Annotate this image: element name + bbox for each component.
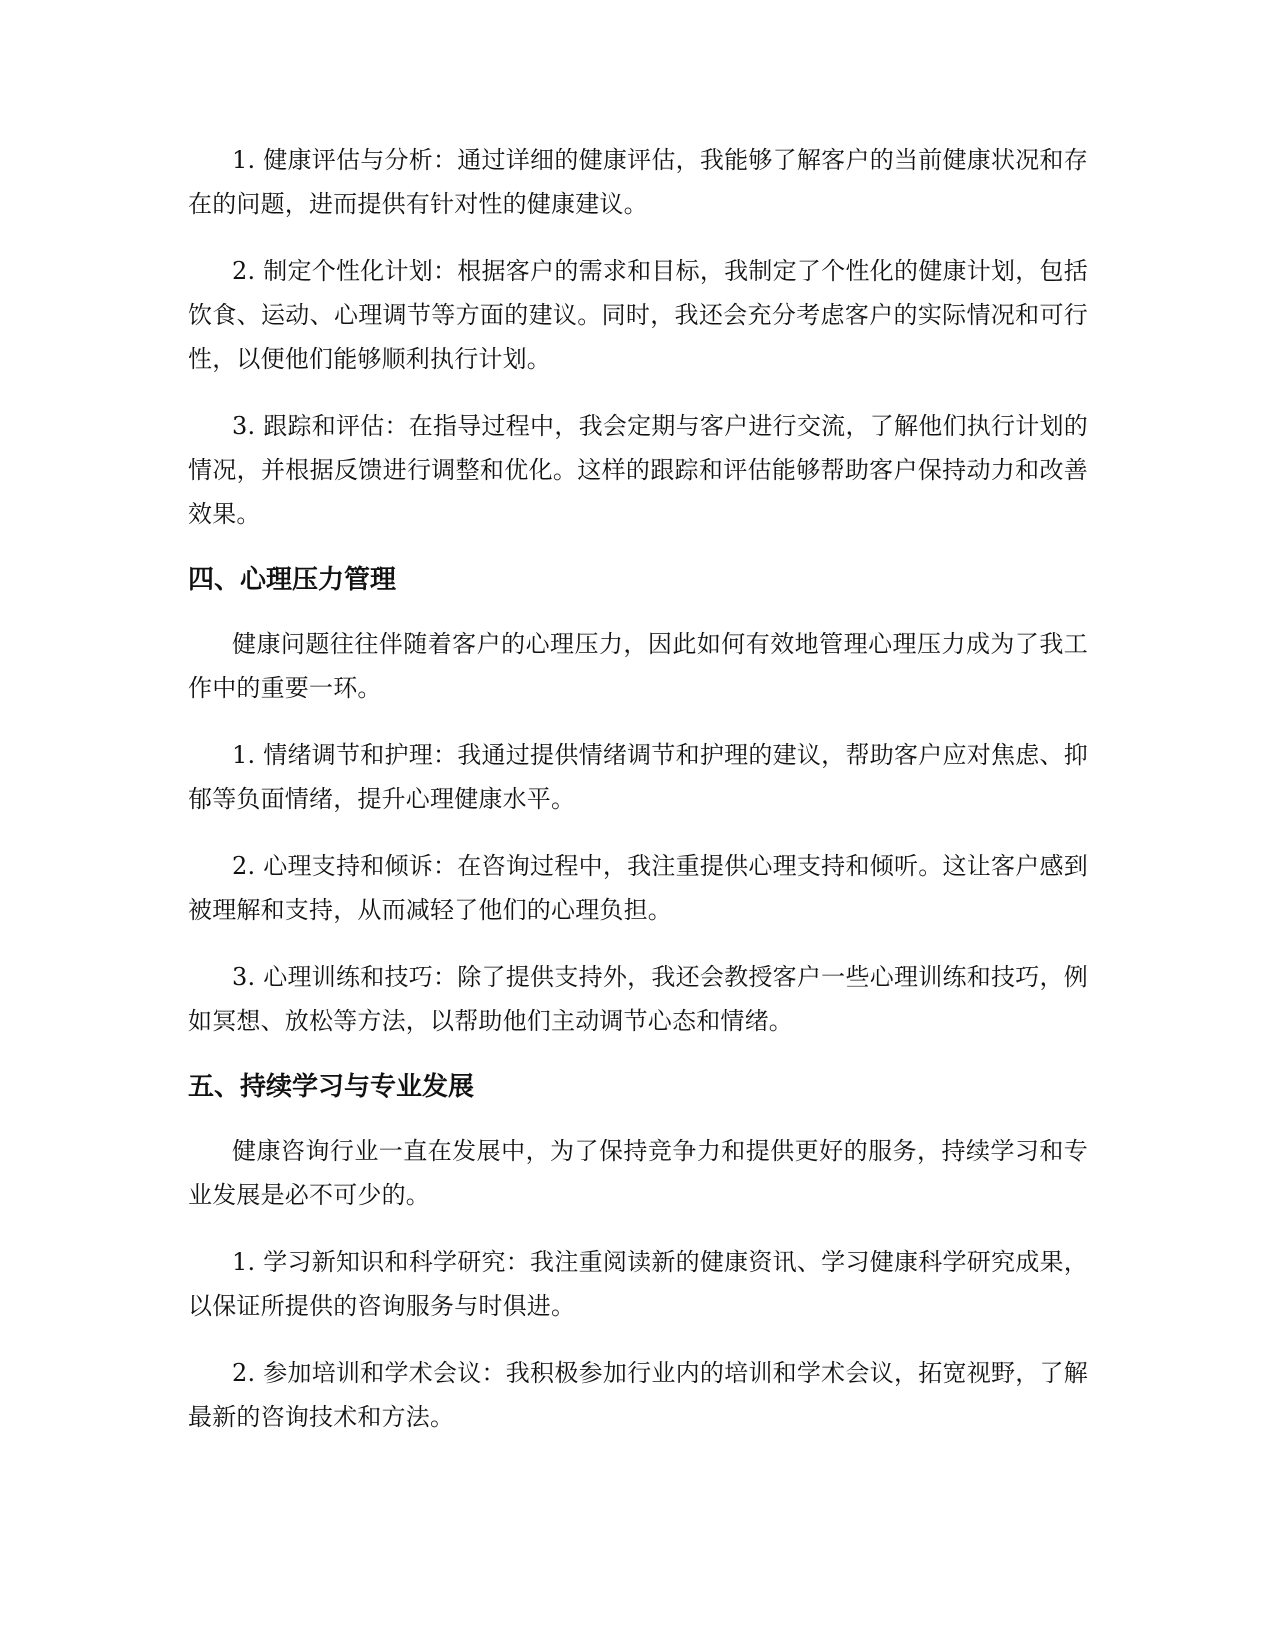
list-item: 1. 情绪调节和护理：我通过提供情绪调节和护理的建议，帮助客户应对焦虑、抑郁等负面情绪，提升心理健康水平。: [188, 741, 1088, 813]
list-item: 3. 跟踪和评估：在指导过程中，我会定期与客户进行交流，了解他们执行计划的情况，并根据反馈进行调整和优化。这样的跟踪和评估能够帮助客户保持动力和改善效果。: [188, 412, 1088, 528]
section-heading-psychological-stress: 四、心理压力管理: [188, 565, 397, 595]
list-item: 2. 心理支持和倾诉：在咨询过程中，我注重提供心理支持和倾听。这让客户感到被理解和支持，从而减轻了他们的心理负担。: [188, 852, 1088, 924]
list-item: 2. 参加培训和学术会议：我积极参加行业内的培训和学术会议，拓宽视野，了解最新的咨询技术和方法。: [188, 1359, 1088, 1431]
document-body: [188, 138, 1088, 1462]
section-heading-continuous-learning: 五、持续学习与专业发展: [188, 1072, 475, 1102]
section-intro: 健康咨询行业一直在发展中，为了保持竞争力和提供更好的服务，持续学习和专业发展是必不可少的。: [188, 1137, 1088, 1209]
list-item: 1. 健康评估与分析：通过详细的健康评估，我能够了解客户的当前健康状况和存在的问题，进而提供有针对性的健康建议。: [188, 146, 1088, 218]
list-item: 2. 制定个性化计划：根据客户的需求和目标，我制定了个性化的健康计划，包括饮食、运动、心理调节等方面的建议。同时，我还会充分考虑客户的实际情况和可行性，以便他们能够顺利执行计划。: [188, 257, 1088, 373]
list-item: 3. 心理训练和技巧：除了提供支持外，我还会教授客户一些心理训练和技巧，例如冥想、放松等方法，以帮助他们主动调节心态和情绪。: [188, 963, 1088, 1035]
section-intro: 健康问题往往伴随着客户的心理压力，因此如何有效地管理心理压力成为了我工作中的重要一环。: [188, 630, 1088, 702]
list-item: 1. 学习新知识和科学研究：我注重阅读新的健康资讯、学习健康科学研究成果，以保证所提供的咨询服务与时俱进。: [188, 1248, 1088, 1320]
